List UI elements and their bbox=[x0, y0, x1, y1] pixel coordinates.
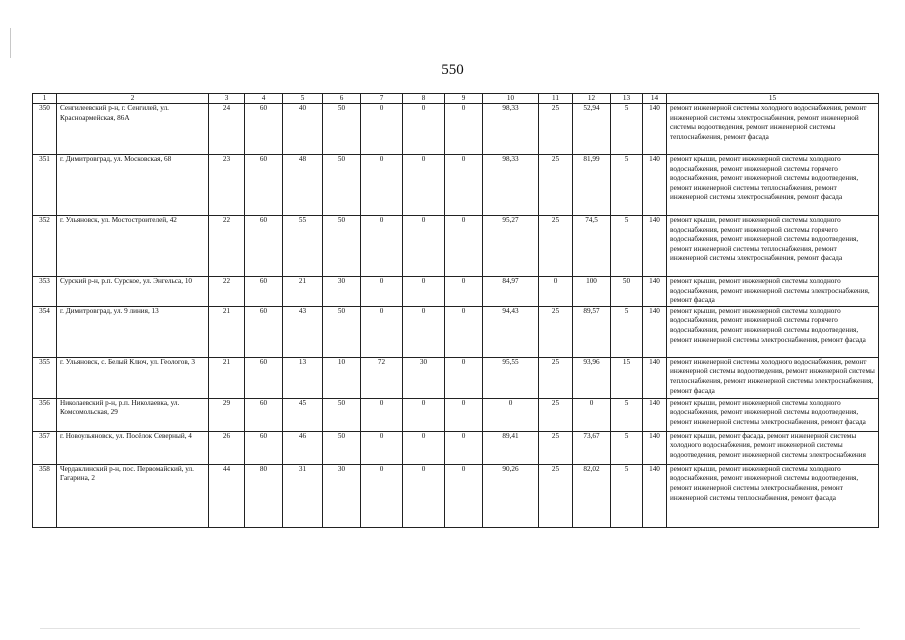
address-cell: Сенгилеевский р-н, г. Сенгилей, ул. Красноармейская, 86А bbox=[57, 104, 209, 155]
table-row bbox=[33, 104, 879, 155]
address-cell: г. Новоульяновск, ул. Посёлок Северный, 4 bbox=[57, 431, 209, 464]
cell-5: 21 bbox=[283, 277, 323, 307]
cell-6: 50 bbox=[323, 155, 361, 216]
row-number: 350 bbox=[33, 104, 57, 155]
cell-5: 31 bbox=[283, 464, 323, 527]
cell-14: 140 bbox=[643, 216, 667, 277]
cell-11: 25 bbox=[539, 357, 573, 398]
cell-8: 0 bbox=[403, 431, 445, 464]
scan-artifact-left bbox=[10, 28, 11, 58]
cell-10: 94,43 bbox=[483, 306, 539, 357]
cell-13: 50 bbox=[611, 277, 643, 307]
cell-6: 30 bbox=[323, 464, 361, 527]
cell-13: 5 bbox=[611, 398, 643, 431]
cell-12: 100 bbox=[573, 277, 611, 307]
cell-3: 22 bbox=[209, 216, 245, 277]
cell-11: 25 bbox=[539, 216, 573, 277]
repair-works-cell: ремонт крыши, ремонт инженерной системы холодного водоснабжения, ремонт инженерной системы горячего водоснабжения, ремонт инженерной системы водоотведения, ремонт инженерной системы теплоснабжения, ремонт инженерной системы электроснабжения, ремонт фасада bbox=[667, 216, 879, 277]
col-header-9: 9 bbox=[445, 94, 483, 104]
cell-12: 81,99 bbox=[573, 155, 611, 216]
cell-6: 50 bbox=[323, 398, 361, 431]
cell-10: 90,26 bbox=[483, 464, 539, 527]
repair-works-cell: ремонт инженерной системы холодного водоснабжения, ремонт инженерной системы электроснабжения, ремонт инженерной системы водоотведения, ремонт инженерной системы теплоснабжения, ремонт фасада bbox=[667, 104, 879, 155]
cell-9: 0 bbox=[445, 431, 483, 464]
cell-5: 43 bbox=[283, 306, 323, 357]
row-number: 355 bbox=[33, 357, 57, 398]
repair-works-cell: ремонт крыши, ремонт инженерной системы холодного водоснабжения, ремонт инженерной системы водоотведения, ремонт инженерной системы электроснабжения, ремонт инженерной системы теплоснабжения, ремонт фасада bbox=[667, 464, 879, 527]
col-header-5: 5 bbox=[283, 94, 323, 104]
cell-12: 52,94 bbox=[573, 104, 611, 155]
cell-5: 46 bbox=[283, 431, 323, 464]
cell-3: 29 bbox=[209, 398, 245, 431]
col-header-14: 14 bbox=[643, 94, 667, 104]
col-header-11: 11 bbox=[539, 94, 573, 104]
table-row bbox=[33, 155, 879, 216]
cell-8: 0 bbox=[403, 464, 445, 527]
address-cell: Сурский р-н, р.п. Сурское, ул. Энгельса, 10 bbox=[57, 277, 209, 307]
address-cell: г. Димитровград, ул. 9 линия, 13 bbox=[57, 306, 209, 357]
cell-7: 0 bbox=[361, 216, 403, 277]
cell-10: 84,97 bbox=[483, 277, 539, 307]
cell-4: 60 bbox=[245, 398, 283, 431]
scan-artifact-bottom bbox=[40, 628, 860, 629]
row-number: 358 bbox=[33, 464, 57, 527]
address-cell: г. Ульяновск, ул. Мостостроителей, 42 bbox=[57, 216, 209, 277]
cell-9: 0 bbox=[445, 216, 483, 277]
address-cell: Николаевский р-н, р.п. Николаевка, ул. Комсомольская, 29 bbox=[57, 398, 209, 431]
row-number: 352 bbox=[33, 216, 57, 277]
cell-13: 5 bbox=[611, 216, 643, 277]
row-number: 353 bbox=[33, 277, 57, 307]
cell-5: 48 bbox=[283, 155, 323, 216]
cell-7: 0 bbox=[361, 464, 403, 527]
cell-14: 140 bbox=[643, 277, 667, 307]
cell-13: 5 bbox=[611, 155, 643, 216]
row-number: 351 bbox=[33, 155, 57, 216]
cell-6: 50 bbox=[323, 431, 361, 464]
column-number-row bbox=[33, 94, 879, 104]
cell-4: 60 bbox=[245, 306, 283, 357]
cell-14: 140 bbox=[643, 431, 667, 464]
cell-7: 0 bbox=[361, 398, 403, 431]
cell-12: 82,02 bbox=[573, 464, 611, 527]
cell-7: 0 bbox=[361, 155, 403, 216]
cell-14: 140 bbox=[643, 104, 667, 155]
cell-9: 0 bbox=[445, 464, 483, 527]
row-number: 356 bbox=[33, 398, 57, 431]
cell-4: 80 bbox=[245, 464, 283, 527]
cell-12: 89,57 bbox=[573, 306, 611, 357]
cell-10: 95,55 bbox=[483, 357, 539, 398]
cell-4: 60 bbox=[245, 104, 283, 155]
cell-3: 21 bbox=[209, 357, 245, 398]
cell-14: 140 bbox=[643, 306, 667, 357]
table-row bbox=[33, 398, 879, 431]
cell-5: 55 bbox=[283, 216, 323, 277]
cell-11: 25 bbox=[539, 306, 573, 357]
cell-5: 45 bbox=[283, 398, 323, 431]
cell-7: 0 bbox=[361, 306, 403, 357]
cell-10: 89,41 bbox=[483, 431, 539, 464]
cell-13: 5 bbox=[611, 464, 643, 527]
table-row bbox=[33, 357, 879, 398]
cell-12: 0 bbox=[573, 398, 611, 431]
col-header-15: 15 bbox=[667, 94, 879, 104]
address-cell: Чердаклинский р-н, пос. Первомайский, ул. Гагарина, 2 bbox=[57, 464, 209, 527]
col-header-12: 12 bbox=[573, 94, 611, 104]
cell-4: 60 bbox=[245, 357, 283, 398]
cell-7: 0 bbox=[361, 104, 403, 155]
cell-11: 25 bbox=[539, 155, 573, 216]
col-header-3: 3 bbox=[209, 94, 245, 104]
cell-4: 60 bbox=[245, 431, 283, 464]
cell-8: 0 bbox=[403, 277, 445, 307]
cell-4: 60 bbox=[245, 277, 283, 307]
cell-10: 0 bbox=[483, 398, 539, 431]
cell-7: 72 bbox=[361, 357, 403, 398]
cell-4: 60 bbox=[245, 216, 283, 277]
cell-11: 0 bbox=[539, 277, 573, 307]
cell-6: 50 bbox=[323, 306, 361, 357]
col-header-2: 2 bbox=[57, 94, 209, 104]
col-header-7: 7 bbox=[361, 94, 403, 104]
cell-12: 73,67 bbox=[573, 431, 611, 464]
cell-11: 25 bbox=[539, 431, 573, 464]
cell-14: 140 bbox=[643, 155, 667, 216]
cell-9: 0 bbox=[445, 398, 483, 431]
col-header-4: 4 bbox=[245, 94, 283, 104]
cell-3: 26 bbox=[209, 431, 245, 464]
cell-11: 25 bbox=[539, 398, 573, 431]
table-row bbox=[33, 464, 879, 527]
cell-7: 0 bbox=[361, 431, 403, 464]
cell-13: 5 bbox=[611, 431, 643, 464]
cell-9: 0 bbox=[445, 155, 483, 216]
cell-9: 0 bbox=[445, 104, 483, 155]
cell-13: 15 bbox=[611, 357, 643, 398]
cell-6: 30 bbox=[323, 277, 361, 307]
cell-14: 140 bbox=[643, 398, 667, 431]
repair-register-table bbox=[32, 93, 879, 528]
address-cell: г. Димитровград, ул. Московская, 68 bbox=[57, 155, 209, 216]
repair-works-cell: ремонт крыши, ремонт инженерной системы холодного водоснабжения, ремонт инженерной системы водоотведения, ремонт инженерной системы электроснабжения, ремонт фасада bbox=[667, 398, 879, 431]
table-row bbox=[33, 277, 879, 307]
col-header-13: 13 bbox=[611, 94, 643, 104]
table-row bbox=[33, 216, 879, 277]
row-number: 357 bbox=[33, 431, 57, 464]
cell-3: 21 bbox=[209, 306, 245, 357]
cell-4: 60 bbox=[245, 155, 283, 216]
cell-3: 22 bbox=[209, 277, 245, 307]
cell-8: 30 bbox=[403, 357, 445, 398]
repair-works-cell: ремонт крыши, ремонт инженерной системы холодного водоснабжения, ремонт инженерной системы горячего водоснабжения, ремонт инженерной системы водоотведения, ремонт инженерной системы теплоснабжения, ремонт инженерной системы электроснабжения, ремонт фасада bbox=[667, 155, 879, 216]
cell-3: 24 bbox=[209, 104, 245, 155]
cell-8: 0 bbox=[403, 216, 445, 277]
cell-8: 0 bbox=[403, 306, 445, 357]
cell-5: 13 bbox=[283, 357, 323, 398]
page-number: 550 bbox=[441, 62, 464, 78]
col-header-8: 8 bbox=[403, 94, 445, 104]
cell-7: 0 bbox=[361, 277, 403, 307]
cell-8: 0 bbox=[403, 104, 445, 155]
cell-5: 40 bbox=[283, 104, 323, 155]
cell-9: 0 bbox=[445, 357, 483, 398]
cell-3: 44 bbox=[209, 464, 245, 527]
cell-14: 140 bbox=[643, 357, 667, 398]
cell-9: 0 bbox=[445, 306, 483, 357]
repair-works-cell: ремонт инженерной системы холодного водоснабжения, ремонт инженерной системы водоотведения, ремонт инженерной системы теплоснабжения, ремонт инженерной системы электроснабжения, ремонт фасада bbox=[667, 357, 879, 398]
row-number: 354 bbox=[33, 306, 57, 357]
cell-6: 10 bbox=[323, 357, 361, 398]
cell-6: 50 bbox=[323, 216, 361, 277]
cell-10: 98,33 bbox=[483, 104, 539, 155]
cell-12: 93,96 bbox=[573, 357, 611, 398]
cell-14: 140 bbox=[643, 464, 667, 527]
cell-13: 5 bbox=[611, 306, 643, 357]
cell-8: 0 bbox=[403, 398, 445, 431]
repair-works-cell: ремонт крыши, ремонт инженерной системы холодного водоснабжения, ремонт инженерной системы электроснабжения, ремонт фасада bbox=[667, 277, 879, 307]
cell-10: 95,27 bbox=[483, 216, 539, 277]
col-header-1: 1 bbox=[33, 94, 57, 104]
cell-3: 23 bbox=[209, 155, 245, 216]
cell-8: 0 bbox=[403, 155, 445, 216]
cell-10: 98,33 bbox=[483, 155, 539, 216]
table-row bbox=[33, 431, 879, 464]
cell-11: 25 bbox=[539, 464, 573, 527]
col-header-6: 6 bbox=[323, 94, 361, 104]
repair-works-cell: ремонт крыши, ремонт фасада, ремонт инженерной системы холодного водоснабжения, ремонт инженерной системы водоотведения, ремонт инженерной системы электроснабжения bbox=[667, 431, 879, 464]
col-header-10: 10 bbox=[483, 94, 539, 104]
table-row bbox=[33, 306, 879, 357]
address-cell: г. Ульяновск, с. Белый Ключ, ул. Геологов, 3 bbox=[57, 357, 209, 398]
cell-11: 25 bbox=[539, 104, 573, 155]
cell-12: 74,5 bbox=[573, 216, 611, 277]
cell-9: 0 bbox=[445, 277, 483, 307]
repair-works-cell: ремонт крыши, ремонт инженерной системы холодного водоснабжения, ремонт инженерной системы горячего водоснабжения, ремонт инженерной системы водоотведения, ремонт инженерной системы электроснабжения, ремонт фасада bbox=[667, 306, 879, 357]
cell-6: 50 bbox=[323, 104, 361, 155]
cell-13: 5 bbox=[611, 104, 643, 155]
